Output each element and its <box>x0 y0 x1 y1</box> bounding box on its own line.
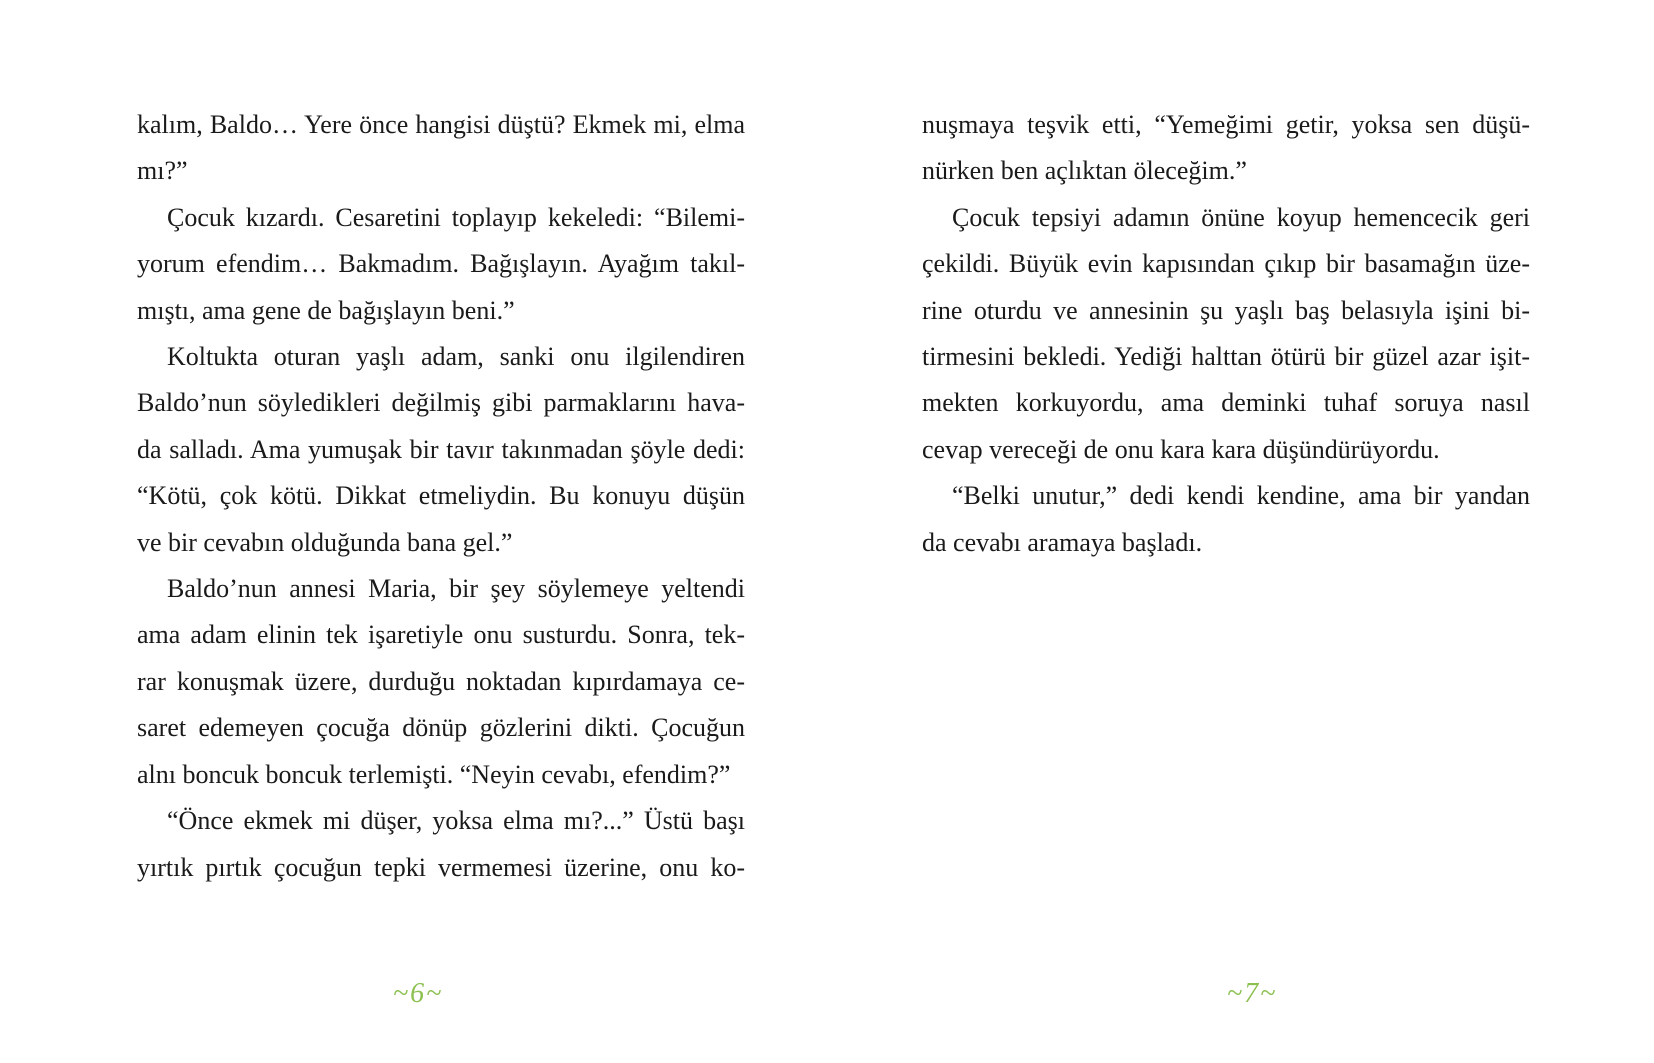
text-line: cevap vereceği de onu kara kara düşündürüyordu. <box>922 434 1440 464</box>
text-line: Baldo’nun annesi Maria, bir şey söylemeye yeltendi <box>167 574 745 604</box>
text-line: Koltukta oturan yaşlı adam, sanki onu ilgilendiren <box>167 342 745 372</box>
page-number-right: ~7~ <box>1227 978 1278 1009</box>
text-line: ve bir cevabın olduğunda bana gel.” <box>137 527 513 557</box>
text-line: saret edemeyen çocuğa dönüp gözlerini dikti. Çocuğun <box>137 713 745 743</box>
text-line: mekten korkuyordu, ama deminki tuhaf soruya nasıl <box>922 388 1530 418</box>
right-page <box>827 0 1654 1063</box>
text-line: rar konuşmak üzere, durduğu noktadan kıpırdamaya ce- <box>137 666 745 696</box>
text-line: kalım, Baldo… Yere önce hangisi düştü? Ekmek mi, elma <box>137 110 745 139</box>
text-line: Baldo’nun söyledikleri değilmiş gibi parmaklarını hava- <box>137 388 745 418</box>
right-page-text <box>922 102 1530 566</box>
text-line: yorum efendim… Bakmadım. Bağışlayın. Ayağım takıl- <box>137 249 745 279</box>
text-line: mı?” <box>137 156 188 186</box>
text-line: Çocuk tepsiyi adamın önüne koyup hemencecik geri <box>952 202 1530 232</box>
text-line: mıştı, ama gene de bağışlayın beni.” <box>137 295 515 325</box>
text-line: yırtık pırtık çocuğun tepki vermemesi üzerine, onu ko- <box>137 852 745 882</box>
text-line: ama adam elinin tek işaretiyle onu susturdu. Sonra, tek- <box>137 620 745 650</box>
text-line: nürken ben açlıktan öleceğim.” <box>922 156 1247 186</box>
text-line: nuşmaya teşvik etti, “Yemeğimi getir, yoksa sen düşü- <box>922 110 1530 139</box>
text-line: da salladı. Ama yumuşak bir tavır takınmadan şöyle dedi: <box>137 434 745 464</box>
text-line: “Önce ekmek mi düşer, yoksa elma mı?...” Üstü başı <box>167 806 745 836</box>
text-line: Çocuk kızardı. Cesaretini toplayıp kekeledi: “Bilemi- <box>167 202 745 232</box>
text-line: “Kötü, çok kötü. Dikkat etmeliydin. Bu konuyu düşün <box>137 481 745 511</box>
text-line: “Belki unutur,” dedi kendi kendine, ama bir yandan <box>952 481 1530 511</box>
text-line: çekildi. Büyük evin kapısından çıkıp bir basamağın üze- <box>922 249 1530 279</box>
text-line: alnı boncuk boncuk terlemişti. “Neyin cevabı, efendim?” <box>137 759 731 789</box>
text-line: da cevabı aramaya başladı. <box>922 527 1203 557</box>
left-page-text <box>137 102 745 891</box>
text-line: rine oturdu ve annesinin şu yaşlı baş belasıyla işini bi- <box>922 295 1530 325</box>
page-number-left: ~6~ <box>393 978 444 1009</box>
text-line: tirmesini bekledi. Yediği halttan ötürü bir güzel azar işit- <box>922 342 1530 372</box>
